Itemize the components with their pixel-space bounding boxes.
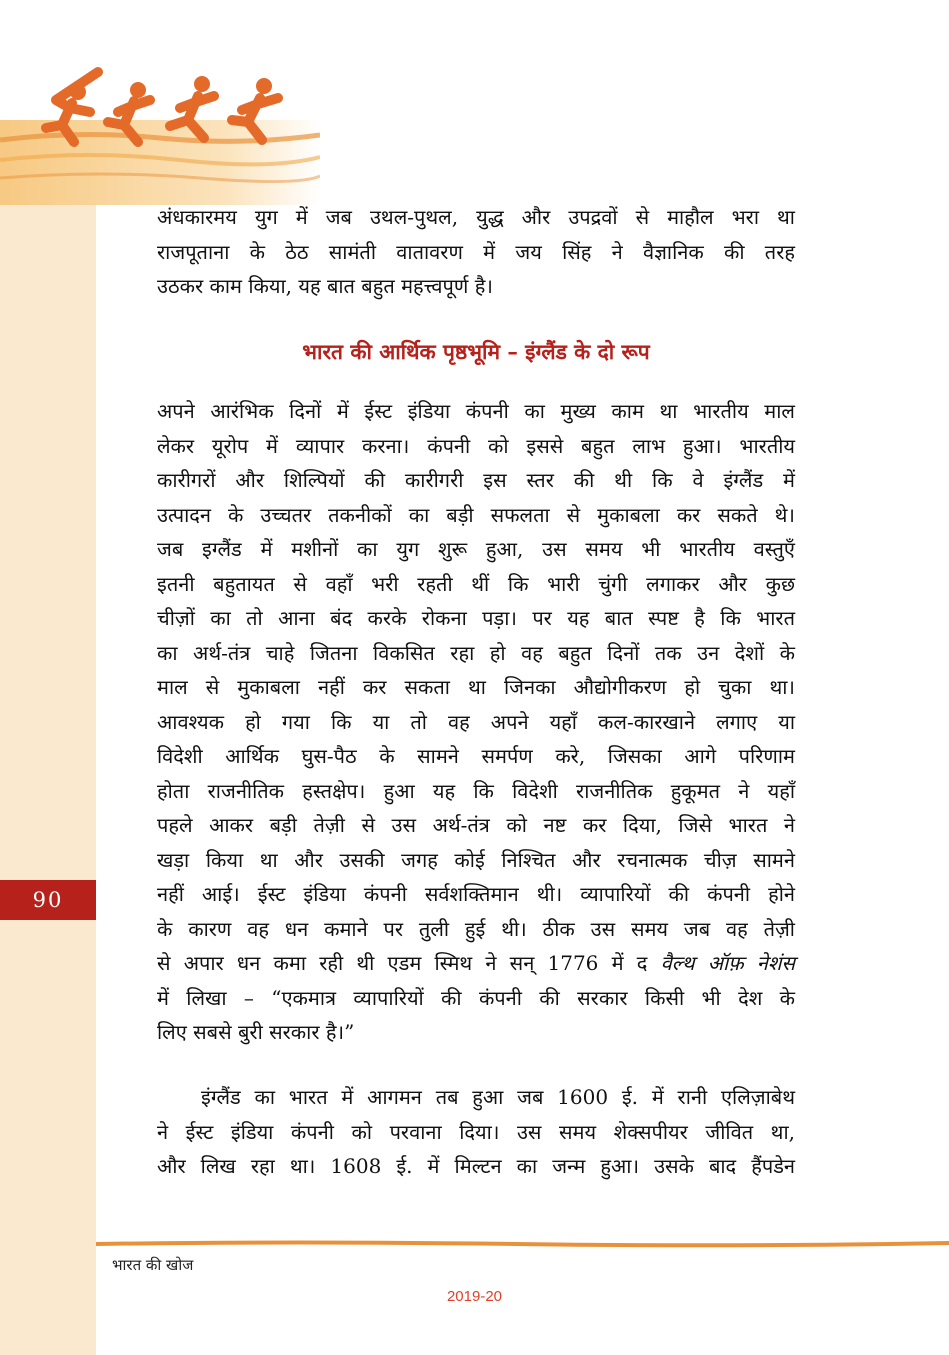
text-line: नहीं आई। ईस्ट इंडिया कंपनी सर्वशक्तिमान थी। व्यापारियों की कंपनी होने: [157, 882, 795, 906]
text-line: में लिखा – “एकमात्र व्यापारियों की कंपनी की सरकार किसी भी देश के: [157, 985, 795, 1010]
footer-divider: [96, 1240, 949, 1248]
text-line: अंधकारमय युग में जब उथल-पुथल, युद्ध और उपद्रवों से माहौल भरा था: [157, 205, 795, 229]
paragraph-economic-background: [157, 394, 795, 1050]
section-heading: भारत की आर्थिक पृष्ठभूमि – इंग्लैंड के दो रूप: [302, 339, 650, 364]
paragraph-intro: [157, 200, 795, 304]
text-line: लेकर यूरोप में व्यापार करना। कंपनी को इससे बहुत लाभ हुआ। भारतीय: [157, 433, 795, 458]
text-line: जब इग्लैंड में मशीनों का युग शुरू हुआ, उस समय भी भारतीय वस्तुएँ: [157, 537, 795, 561]
text-line: कारीगरों और शिल्पियों की कारीगरी इस स्तर की थी कि वे इंग्लैंड में: [157, 468, 795, 492]
text-line: होता राजनीतिक हस्तक्षेप। हुआ यह कि विदेशी राजनीतिक हुकूमत ने यहाँ: [157, 778, 795, 803]
text-line: इतनी बहुतायत से वहाँ भरी रहती थीं कि भारी चुंगी लगाकर और कुछ: [157, 571, 795, 596]
text-line: और लिख रहा था। 1608 ई. में मिल्टन का जन्म हुआ। उसके बाद हैंपडेन: [157, 1154, 795, 1178]
page-number: 90: [0, 880, 96, 920]
text-line: इंग्लैंड का भारत में आगमन तब हुआ जब 1600 ई. में रानी एलिज़ाबेथ: [201, 1085, 795, 1109]
text-line: चीज़ों का तो आना बंद करके रोकना पड़ा। पर यह बात स्पष्ट है कि भारत: [157, 606, 795, 630]
footer-book-title: भारत की खोज: [112, 1256, 194, 1274]
footer-year: 2019-20: [446, 1288, 503, 1305]
left-margin-strip: [0, 205, 96, 1355]
text-line: का अर्थ-तंत्र चाहे जितना विकसित रहा हो वह बहुत दिनों तक उन देशों के: [157, 640, 795, 665]
text-line: पहले आकर बड़ी तेज़ी से उस अर्थ-तंत्र को नष्ट कर दिया, जिसे भारत ने: [157, 813, 795, 837]
text-line: उत्पादन के उच्चतर तकनीकों का बड़ी सफलता से मुकाबला कर सकते थे।: [157, 502, 795, 527]
text-line: राजपूताना के ठेठ सामंती वातावरण में जय सिंह ने वैज्ञानिक की तरह: [157, 239, 795, 264]
text-line-with-book-title: [157, 946, 795, 981]
text-line: खड़ा किया था और उसकी जगह कोई निश्चित और रचनात्मक चीज़ सामने: [157, 847, 795, 872]
paragraph-england-arrival: [157, 1080, 795, 1184]
text-line: ने ईस्ट इंडिया कंपनी को परवाना दिया। उस समय शेक्सपीयर जीवित था,: [157, 1119, 795, 1144]
header-runners-illustration: [0, 0, 320, 205]
book-title: वैल्थ ऑफ़ नेशंस: [660, 951, 795, 975]
text-segment: से अपार धन कमा रही थी एडम स्मिथ ने सन् 1776 में द: [157, 951, 648, 975]
text-line: के कारण वह धन कमाने पर तुली हुई थी। ठीक उस समय जब वह तेज़ी: [157, 916, 795, 941]
text-line: विदेशी आर्थिक घुस-पैठ के सामने समर्पण करे, जिसका आगे परिणाम: [157, 744, 795, 768]
text-line: लिए सबसे बुरी सरकार है।”: [157, 1020, 355, 1044]
text-line: आवश्यक हो गया कि या तो वह अपने यहाँ कल-कारखाने लगाए या: [157, 709, 795, 734]
text-line: उठकर काम किया, यह बात बहुत महत्त्वपूर्ण है।: [157, 274, 493, 298]
text-line: अपने आरंभिक दिनों में ईस्ट इंडिया कंपनी का मुख्य काम था भारतीय माल: [157, 399, 795, 423]
text-line: माल से मुकाबला नहीं कर सकता था जिनका औद्योगीकरण हो चुका था।: [157, 675, 795, 699]
